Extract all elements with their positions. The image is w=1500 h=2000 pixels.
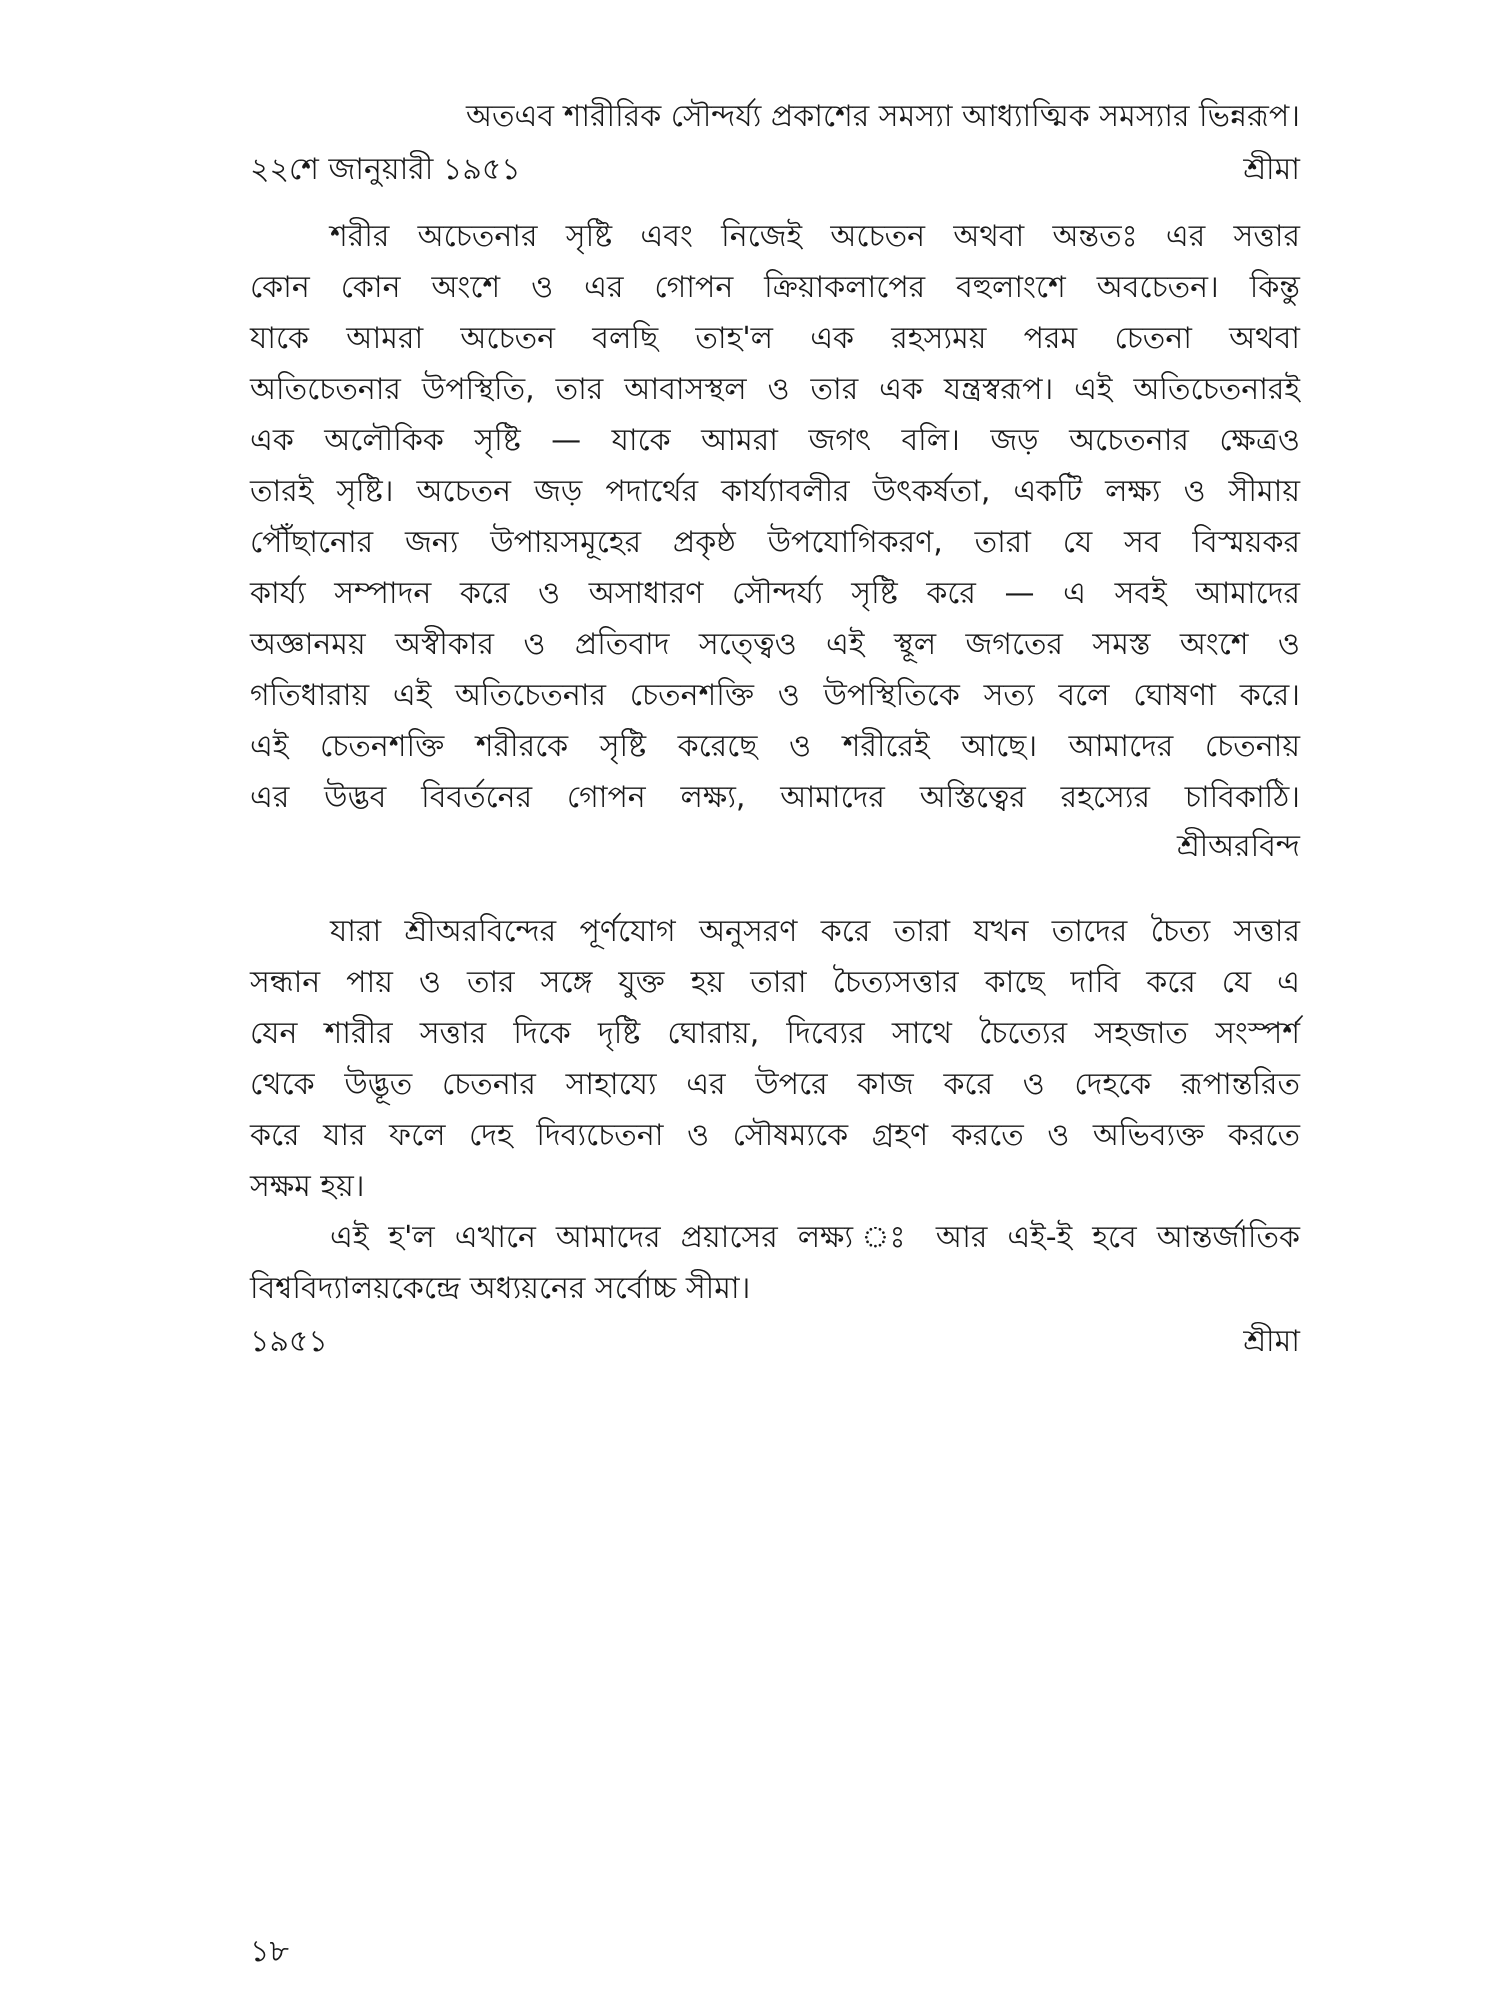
paragraph-line: পৌঁছানোর জন্য উপায়সমূহের প্রকৃষ্ঠ উপযোগিকরণ, তারা যে সব বিস্ময়কর — [250, 525, 1300, 560]
paragraph-line: যেন শারীর সত্তার দিকে দৃষ্টি ঘোরায়, দিব্যের সাথে চৈত্যের সহজাত সংস্পর্শ — [250, 1016, 1300, 1051]
paragraph-line: কোন কোন অংশে ও এর গোপন ক্রিয়াকলাপের বহুলাংশে অবচেতন। কিন্তু — [250, 270, 1300, 305]
paragraph-line: অতিচেতনার উপস্থিতি, তার আবাসস্থল ও তার এক যন্ত্রস্বরূপ। এই অতিচেতনারই — [250, 372, 1300, 407]
signature: শ্রীমা — [1243, 1324, 1300, 1359]
paragraph-line: কার্য্য সম্পাদন করে ও অসাধারণ সৌন্দর্য্য সৃষ্টি করে — এ সবই আমাদের — [250, 576, 1300, 611]
paragraph-line: যারা শ্রীঅরবিন্দের পূর্ণযোগ অনুসরণ করে তারা যখন তাদের চৈত্য সত্তার — [330, 914, 1300, 949]
paragraph-line: থেকে উদ্ভূত চেতনার সাহায্যে এর উপরে কাজ করে ও দেহকে রূপান্তরিত — [250, 1067, 1300, 1102]
paragraph-line: এক অলৌকিক সৃষ্টি — যাকে আমরা জগৎ বলি। জড় অচেতনার ক্ষেত্রও — [250, 423, 1300, 458]
paragraph-line: যাকে আমরা অচেতন বলছি তাহ'ল এক রহস্যময় পরম চেতনা অথবা — [250, 321, 1300, 356]
paragraph-line: গতিধারায় এই অতিচেতনার চেতনশক্তি ও উপস্থিতিকে সত্য বলে ঘোষণা করে। — [250, 678, 1300, 713]
paragraph-line: তারই সৃষ্টি। অচেতন জড় পদার্থের কার্য্যাবলীর উৎকর্ষতা, একটি লক্ষ্য ও সীমায় — [250, 474, 1300, 509]
paragraph-line: অজ্ঞানময় অস্বীকার ও প্রতিবাদ সত্ত্বেও এই স্থূল জগতের সমস্ত অংশে ও — [250, 627, 1300, 662]
paragraph-line: এই চেতনশক্তি শরীরকে সৃষ্টি করেছে ও শরীরেই আছে। আমাদের চেতনায় — [250, 729, 1300, 764]
page-number: ১৮ — [250, 1934, 289, 1969]
paragraph-line: সন্ধান পায় ও তার সঙ্গে যুক্ত হয় তারা চৈত্যসত্তার কাছে দাবি করে যে এ — [250, 965, 1300, 1000]
paragraph-line: এই হ'ল এখানে আমাদের প্রয়াসের লক্ষ্য ঃ আর এই-ই হবে আন্তর্জাতিক — [330, 1220, 1300, 1255]
closing-line: অতএব শারীরিক সৌন্দর্য্য প্রকাশের সমস্যা আধ্যাত্মিক সমস্যার ভিন্নরূপ। — [466, 99, 1300, 134]
paragraph-line: করে যার ফলে দেহ দিব্যচেতনা ও সৌষম্যকে গ্রহণ করতে ও অভিব্যক্ত করতে — [250, 1118, 1300, 1153]
date: ১৯৫১ — [250, 1324, 328, 1359]
date: ২২শে জানুয়ারী ১৯৫১ — [250, 152, 521, 187]
signature: শ্রীঅরবিন্দ — [1176, 829, 1300, 864]
paragraph-line: সক্ষম হয়। — [250, 1169, 365, 1204]
paragraph-line: এর উদ্ভব বিবর্তনের গোপন লক্ষ্য, আমাদের অস্তিত্বের রহস্যের চাবিকাঠি। — [250, 780, 1300, 815]
signature: শ্রীমা — [1243, 152, 1300, 187]
document-page — [250, 0, 1300, 2000]
paragraph-line: শরীর অচেতনার সৃষ্টি এবং নিজেই অচেতন অথবা অন্ততঃ এর সত্তার — [330, 219, 1300, 254]
paragraph-line: বিশ্ববিদ্যালয়কেন্দ্রে অধ্যয়নের সর্বোচ্চ সীমা। — [250, 1271, 751, 1306]
